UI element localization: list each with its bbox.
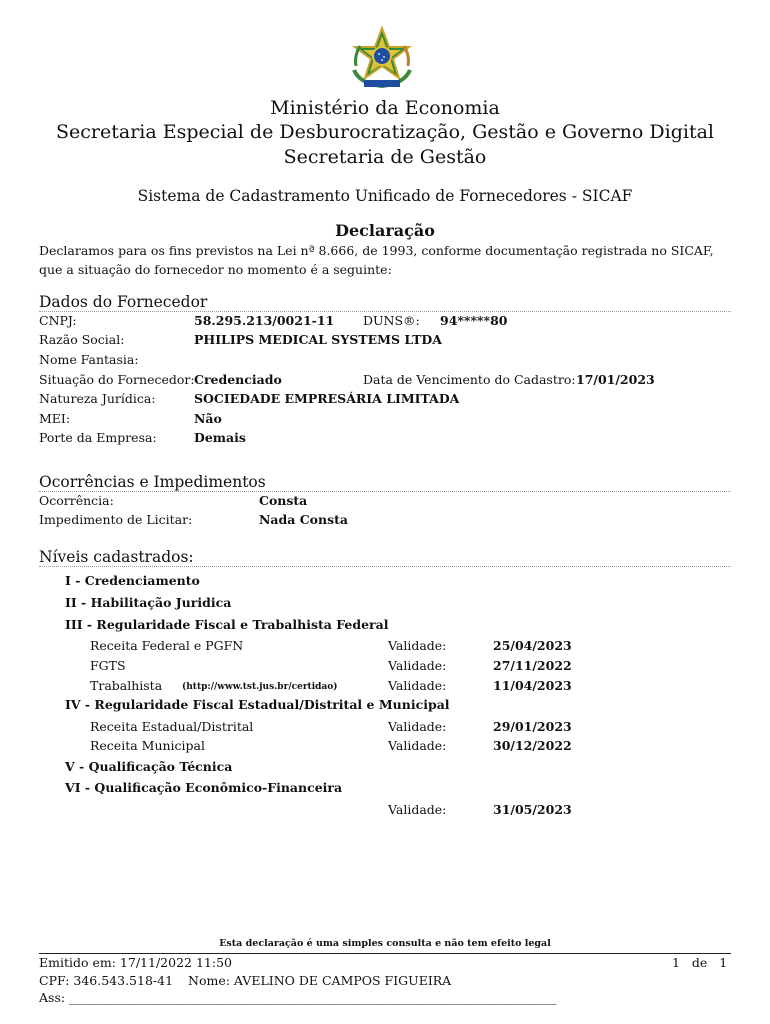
tst-certidao-link[interactable]: (http://www.tst.jus.br/certidao) <box>182 682 338 692</box>
impedimento-value: Nada Consta <box>259 512 349 527</box>
situacao-label: Situação do Fornecedor: <box>39 372 195 387</box>
page-number: 1 de 1 <box>672 955 728 970</box>
signature-line: Ass: ______________________________________________________________________________ <box>39 990 557 1005</box>
ocorrencia-label: Ocorrência: <box>39 493 114 508</box>
razao-value: PHILIPS MEDICAL SYSTEMS LTDA <box>194 332 442 347</box>
coat-of-arms-emblem <box>350 26 414 92</box>
validade-label: Validade: <box>388 638 447 653</box>
porte-label: Porte da Empresa: <box>39 430 157 445</box>
secretariat-title: Secretaria de Gestão <box>283 146 487 168</box>
level-3-item-name: Receita Federal e PGFN <box>90 638 244 653</box>
level-3-item-date: 11/04/2023 <box>493 678 572 693</box>
disclaimer: Esta declaração é uma simples consulta e não tem efeito legal <box>219 938 551 949</box>
impedimento-label: Impedimento de Licitar: <box>39 512 193 527</box>
declaration-title: Declaração <box>335 221 435 240</box>
fantasia-label: Nome Fantasia: <box>39 352 139 367</box>
razao-label: Razão Social: <box>39 332 125 347</box>
footer-divider <box>39 953 731 954</box>
level-3: III - Regularidade Fiscal e Trabalhista Federal <box>65 617 389 632</box>
level-4-item-date: 30/12/2022 <box>493 738 572 753</box>
level-4-item-name: Receita Estadual/Distrital <box>90 719 254 734</box>
situacao-value: Credenciado <box>194 372 282 387</box>
system-title: Sistema de Cadastramento Unificado de Fornecedores - SICAF <box>137 187 633 205</box>
mei-value: Não <box>194 411 222 426</box>
validade-label: Validade: <box>388 678 447 693</box>
declaration-intro: Declaramos para os fins previstos na Lei nª 8.666, de 1993, conforme documentação registrada no SICAF, que a situação do fornecedor no momento é a seguinte: <box>39 243 714 277</box>
duns-value: 94*****80 <box>440 313 508 328</box>
level-3-item-date: 27/11/2022 <box>493 658 572 673</box>
level-6: VI - Qualificação Econômico-Financeira <box>65 780 343 795</box>
section-divider <box>39 566 731 567</box>
level-3-item-name: FGTS <box>90 658 126 673</box>
mei-label: MEI: <box>39 411 71 426</box>
natureza-label: Natureza Jurídica: <box>39 391 156 406</box>
vencimento-value: 17/01/2023 <box>576 372 655 387</box>
level-4-item-name: Receita Municipal <box>90 738 206 753</box>
level-1: I - Credenciamento <box>65 573 200 588</box>
ocorrencia-value: Consta <box>259 493 308 508</box>
level-2: II - Habilitação Juridica <box>65 595 232 610</box>
levels-section-title: Níveis cadastrados: <box>39 548 194 566</box>
duns-label: DUNS®: <box>363 313 420 328</box>
ministry-title: Ministério da Economia <box>270 97 500 119</box>
validade-label: Validade: <box>388 738 447 753</box>
cpf: CPF: 346.543.518-41 <box>39 973 174 988</box>
level-4-item-date: 29/01/2023 <box>493 719 572 734</box>
porte-value: Demais <box>194 430 246 445</box>
level-4: IV - Regularidade Fiscal Estadual/Distrital e Municipal <box>65 697 450 712</box>
validade-label: Validade: <box>388 719 447 734</box>
level-3-item-name: Trabalhista <box>90 678 163 693</box>
supplier-section-title: Dados do Fornecedor <box>39 293 208 311</box>
level-6-date: 31/05/2023 <box>493 802 572 817</box>
section-divider <box>39 491 731 492</box>
vencimento-label: Data de Vencimento do Cadastro: <box>363 372 576 387</box>
natureza-value: SOCIEDADE EMPRESÁRIA LIMITADA <box>194 391 460 406</box>
level-3-item-date: 25/04/2023 <box>493 638 572 653</box>
cnpj-label: CNPJ: <box>39 313 77 328</box>
validade-label: Validade: <box>388 658 447 673</box>
level-5: V - Qualificação Técnica <box>65 759 233 774</box>
validade-label: Validade: <box>388 802 447 817</box>
issuer-name: Nome: AVELINO DE CAMPOS FIGUEIRA <box>188 973 452 988</box>
occurrences-section-title: Ocorrências e Impedimentos <box>39 473 266 491</box>
cnpj-value: 58.295.213/0021-11 <box>194 313 335 328</box>
secretariat-special-title: Secretaria Especial de Desburocratização, Gestão e Governo Digital <box>56 121 714 143</box>
emitted-date: Emitido em: 17/11/2022 11:50 <box>39 955 232 970</box>
section-divider <box>39 311 731 312</box>
